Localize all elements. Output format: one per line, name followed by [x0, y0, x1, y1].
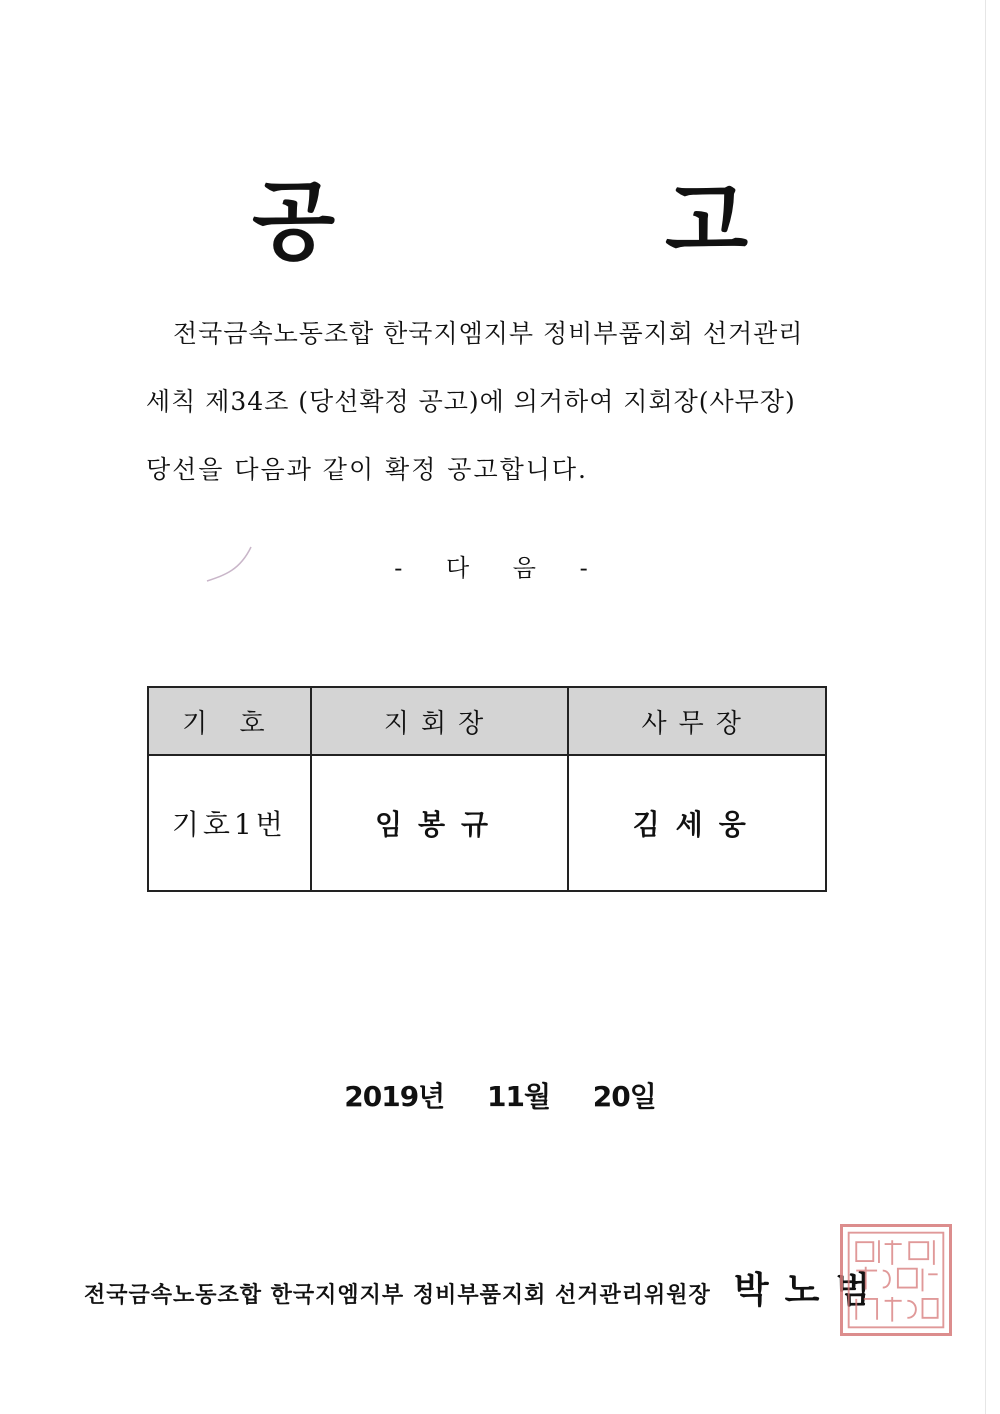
cell-secretary-name: 김세웅 [568, 755, 826, 891]
cell-chair-name: 임봉규 [311, 755, 569, 891]
notice-date: 2019년 11월 20일 [344, 1080, 656, 1113]
header-symbol: 기 호 [148, 687, 311, 755]
cell-symbol: 기호1번 [148, 755, 311, 891]
body-line-1: 전국금속노동조합 한국지엠지부 정비부품지회 선거관리 [173, 319, 804, 348]
notice-heading: - 다 음 - [394, 554, 606, 582]
table-row [148, 755, 826, 891]
signature-line [84, 1262, 886, 1313]
signature-name: 박노범 [733, 1269, 887, 1311]
table-header-row [148, 687, 826, 755]
official-seal-stamp [840, 1224, 952, 1336]
signature-organization: 전국금속노동조합 한국지엠지부 정비부품지회 선거관리위원장 [84, 1282, 711, 1308]
header-chair: 지회장 [311, 687, 569, 755]
header-secretary: 사무장 [568, 687, 826, 755]
body-line-3: 당선을 다음과 같이 확정 공고합니다. [146, 455, 588, 484]
page-title: 공 고 [251, 171, 899, 272]
election-result-table [147, 686, 827, 892]
body-line-2: 세칙 제34조 (당선확정 공고)에 의거하여 지회장(사무장) [146, 387, 796, 416]
